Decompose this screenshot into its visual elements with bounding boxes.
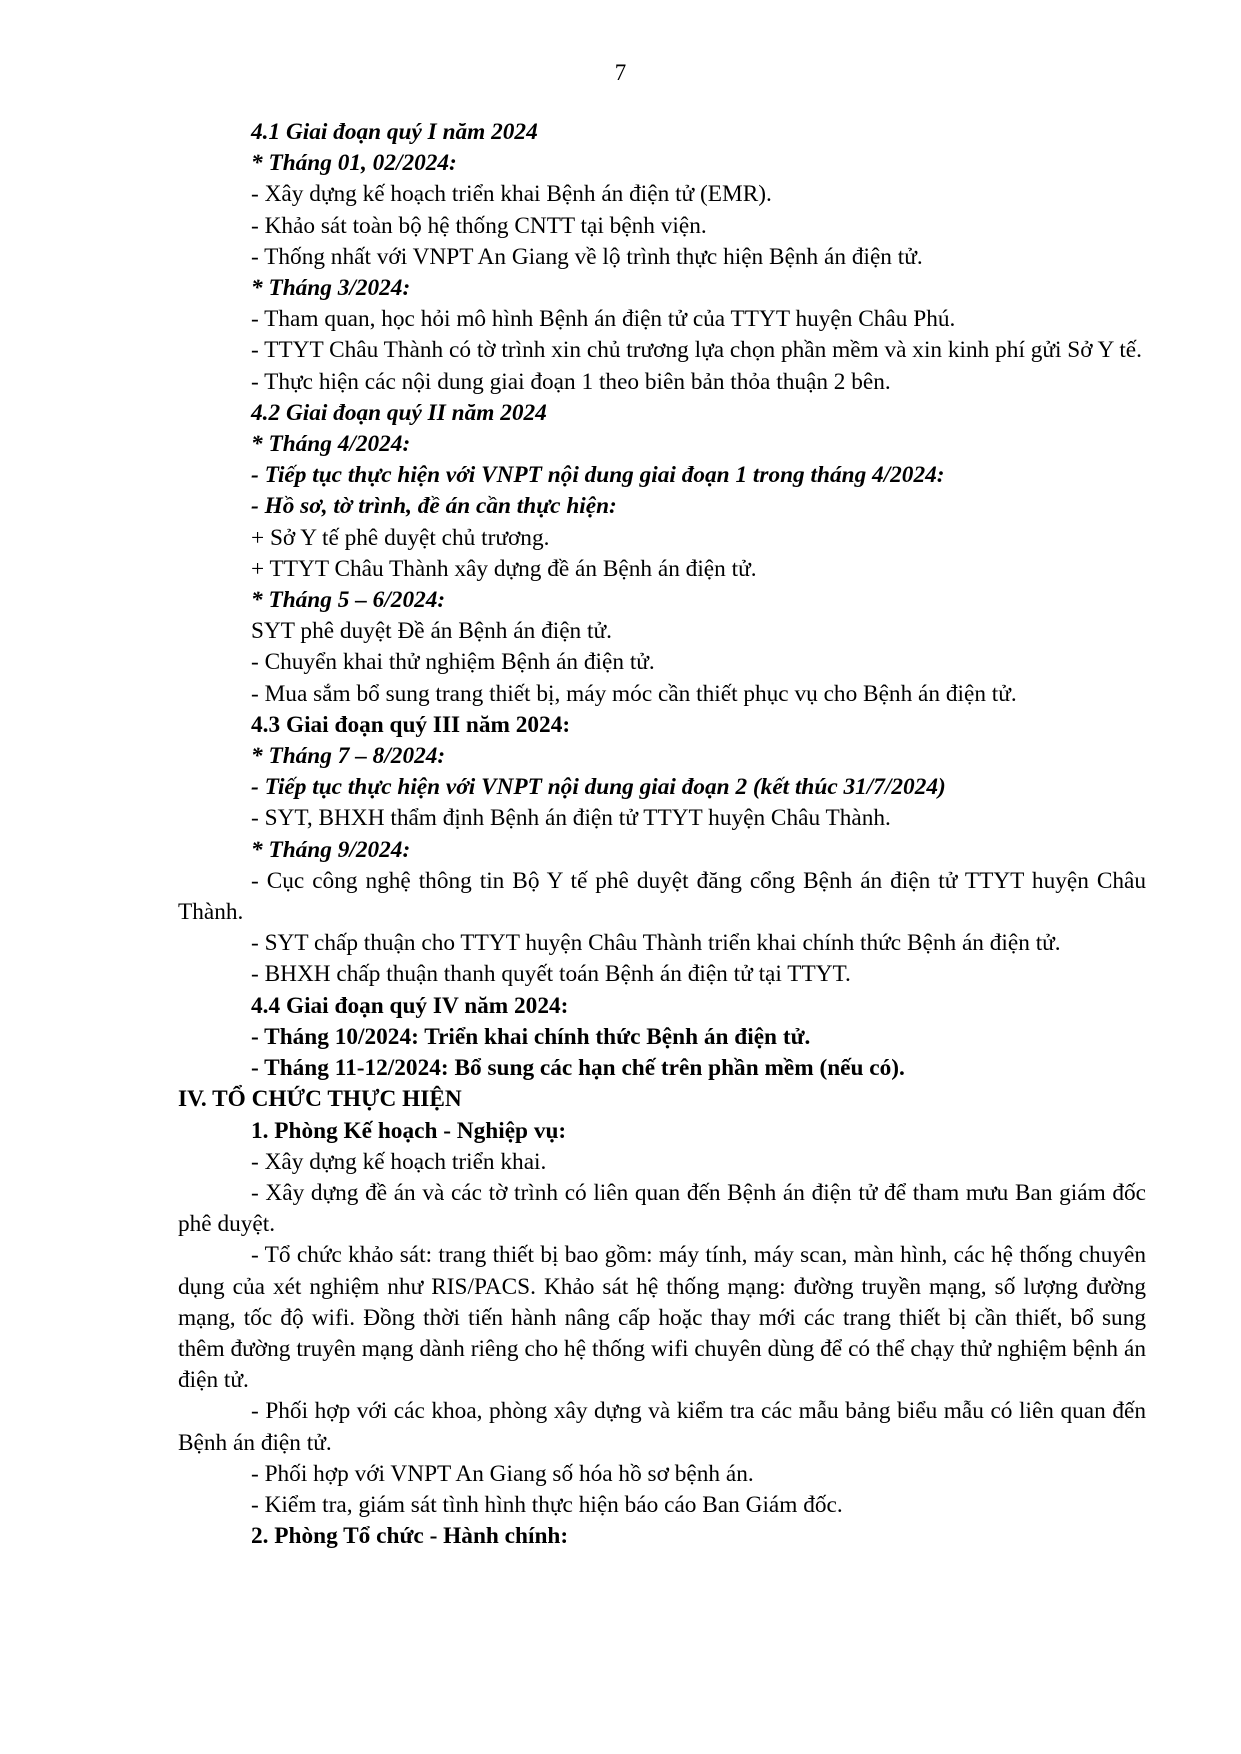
paragraph: - Thực hiện các nội dung giai đoạn 1 theo biên bản thỏa thuận 2 bên.: [251, 368, 891, 395]
subheading-month: * Tháng 3/2024:: [251, 275, 411, 302]
paragraph: - Tổ chức khảo sát: trang thiết bị bao gồm: máy tính, máy scan, màn hình, các hệ thống chuyên dụng của xét nghiệm như RIS/PACS. Khảo sát hệ thống mạng: đường truyền mạng, số lượng đường mạng, tốc độ wifi. Đồng thời tiến hành nâng cấp hoặc thay mới các trang thiết bị cần thiết, bổ sung thêm đường truyên mạng dành riêng cho hệ thống wifi chuyên dùng để có thể chạy thử nghiệm bệnh án điện tử.: [178, 1242, 1146, 1394]
bold-paragraph: - Tháng 10/2024: Triển khai chính thức Bệnh án điện tử.: [251, 1023, 811, 1050]
paragraph: - TTYT Châu Thành có tờ trình xin chủ trương lựa chọn phần mềm và xin kinh phí gửi Sở Y tế.: [251, 337, 1142, 364]
emphasis-paragraph: - Tiếp tục thực hiện với VNPT nội dung giai đoạn 2 (kết thúc 31/7/2024): [251, 774, 946, 801]
paragraph: - SYT, BHXH thẩm định Bệnh án điện tử TTYT huyện Châu Thành.: [251, 805, 891, 832]
paragraph: - SYT chấp thuận cho TTYT huyện Châu Thành triển khai chính thức Bệnh án điện tử.: [251, 930, 1061, 957]
section-heading-4-1: 4.1 Giai đoạn quý I năm 2024: [251, 119, 538, 145]
emphasis-paragraph: - Tiếp tục thực hiện với VNPT nội dung giai đoạn 1 trong tháng 4/2024:: [251, 462, 945, 489]
paragraph: SYT phê duyệt Đề án Bệnh án điện tử.: [251, 618, 612, 645]
paragraph: - Xây dựng kế hoạch triển khai.: [251, 1148, 547, 1175]
page-number: 7: [614, 60, 627, 85]
paragraph: - Khảo sát toàn bộ hệ thống CNTT tại bệnh viện.: [251, 212, 707, 239]
paragraph: - Chuyển khai thử nghiệm Bệnh án điện tử.: [251, 649, 655, 676]
paragraph: - Phối hợp với các khoa, phòng xây dựng và kiểm tra các mẫu bảng biểu mẫu có liên quan đến Bệnh án điện tử.: [178, 1398, 1146, 1456]
paragraph: - Xây dựng kế hoạch triển khai Bệnh án điện tử (EMR).: [251, 181, 772, 208]
section-heading-4-3: 4.3 Giai đoạn quý III năm 2024:: [251, 711, 571, 738]
subsection-heading-2: 2. Phòng Tổ chức - Hành chính:: [251, 1523, 569, 1550]
subheading-month: * Tháng 5 – 6/2024:: [251, 587, 446, 614]
paragraph: - Thống nhất với VNPT An Giang về lộ trình thực hiện Bệnh án điện tử.: [251, 243, 923, 270]
paragraph: - Tham quan, học hỏi mô hình Bệnh án điện tử của TTYT huyện Châu Phú.: [251, 306, 956, 333]
paragraph: - Kiểm tra, giám sát tình hình thực hiện báo cáo Ban Giám đốc.: [251, 1491, 843, 1518]
subheading-month: * Tháng 01, 02/2024:: [251, 150, 457, 177]
paragraph: - Cục công nghệ thông tin Bộ Y tế phê duyệt đăng cổng Bệnh án điện tử TTYT huyện Châu Thành.: [178, 867, 1146, 926]
paragraph: + Sở Y tế phê duyệt chủ trương.: [251, 524, 550, 551]
paragraph: - BHXH chấp thuận thanh quyết toán Bệnh án điện tử tại TTYT.: [251, 961, 851, 988]
section-heading-4-2: 4.2 Giai đoạn quý II năm 2024: [251, 399, 547, 426]
paragraph: - Mua sắm bổ sung trang thiết bị, máy móc cần thiết phục vụ cho Bệnh án điện tử.: [251, 680, 1017, 707]
emphasis-paragraph: - Hồ sơ, tờ trình, đề án cần thực hiện:: [251, 493, 617, 520]
paragraph: - Xây dựng đề án và các tờ trình có liên quan đến Bệnh án điện tử để tham mưu Ban giám đốc phê duyệt.: [178, 1179, 1146, 1238]
paragraph: - Phối hợp với VNPT An Giang số hóa hồ sơ bệnh án.: [251, 1460, 754, 1487]
subheading-month: * Tháng 9/2024:: [251, 836, 411, 863]
document-body: [178, 117, 1146, 1552]
section-heading-iv: IV. TỔ CHỨC THỰC HIỆN: [178, 1086, 462, 1113]
subheading-month: * Tháng 7 – 8/2024:: [251, 743, 446, 770]
bold-paragraph: - Tháng 11-12/2024: Bổ sung các hạn chế trên phần mềm (nếu có).: [251, 1055, 905, 1082]
subsection-heading-1: 1. Phòng Kế hoạch - Nghiệp vụ:: [251, 1117, 567, 1144]
paragraph: + TTYT Châu Thành xây dựng đề án Bệnh án điện tử.: [251, 555, 757, 582]
section-heading-4-4: 4.4 Giai đoạn quý IV năm 2024:: [251, 992, 569, 1019]
subheading-month: * Tháng 4/2024:: [251, 431, 411, 458]
